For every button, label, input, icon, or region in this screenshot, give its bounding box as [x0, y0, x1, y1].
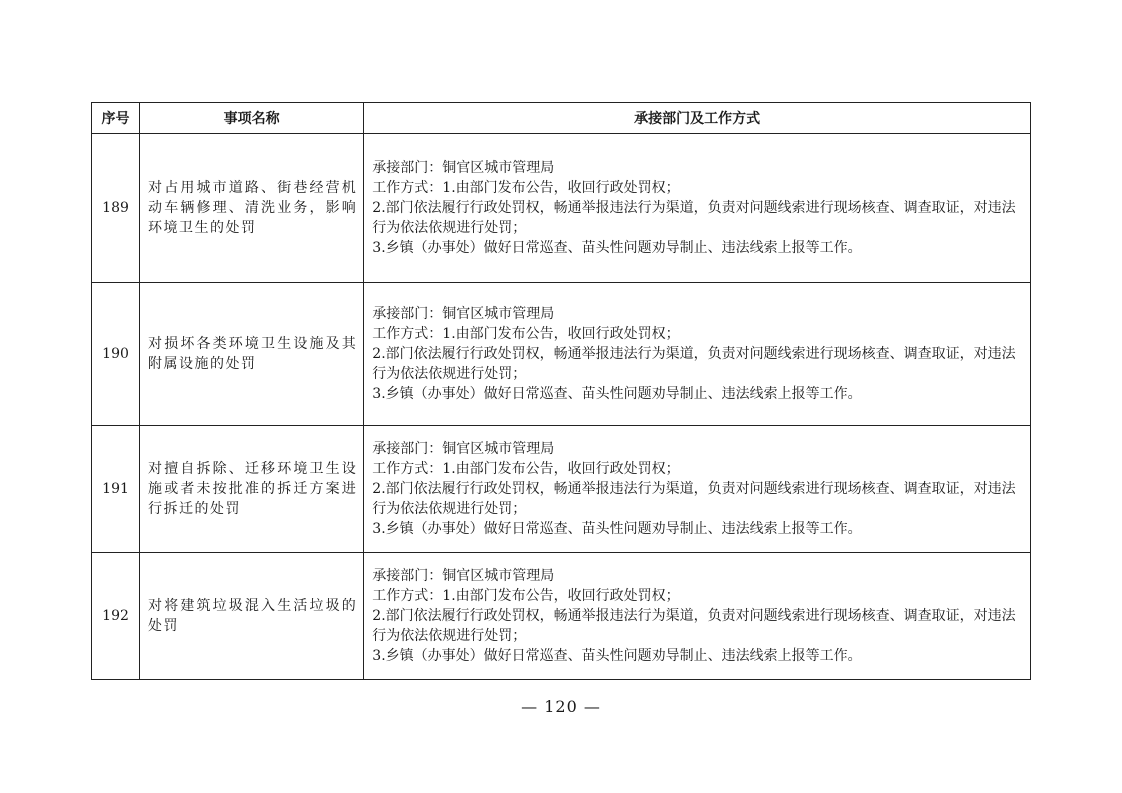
- row-department: 承接部门：铜官区城市管理局: [372, 306, 555, 322]
- row-matter-name: 对将建筑垃圾混入生活垃圾的处罚: [140, 553, 364, 680]
- row-step-2: 2.部门依法履行行政处罚权，畅通举报违法行为渠道，负责对问题线索进行现场核查、调查取证，对违法行为依法依规进行处罚；: [372, 481, 1016, 517]
- row-matter-name: 对占用城市道路、街巷经营机动车辆修理、清洗业务，影响环境卫生的处罚: [140, 134, 364, 283]
- row-step-2: 2.部门依法履行行政处罚权，畅通举报违法行为渠道，负责对问题线索进行现场核查、调查取证，对违法行为依法依规进行处罚；: [372, 200, 1016, 236]
- row-department: 承接部门：铜官区城市管理局: [372, 160, 555, 176]
- row-serial-number: 189: [92, 134, 140, 283]
- matters-table: [91, 102, 1031, 680]
- row-department-and-method: [364, 426, 1031, 553]
- row-step-3: 3.乡镇（办事处）做好日常巡查、苗头性问题劝导制止、违法线索上报等工作。: [372, 521, 862, 537]
- row-step-3: 3.乡镇（办事处）做好日常巡查、苗头性问题劝导制止、违法线索上报等工作。: [372, 648, 862, 664]
- row-matter-name: 对擅自拆除、迁移环境卫生设施或者未按批准的拆迁方案进行拆迁的处罚: [140, 426, 364, 553]
- table-row: [92, 134, 1031, 283]
- table-row: [92, 553, 1031, 680]
- row-department-and-method: [364, 283, 1031, 426]
- table-header-row: [92, 103, 1031, 134]
- row-step-2: 2.部门依法履行行政处罚权，畅通举报违法行为渠道，负责对问题线索进行现场核查、调查取证，对违法行为依法依规进行处罚；: [372, 608, 1016, 644]
- row-matter-name: 对损坏各类环境卫生设施及其附属设施的处罚: [140, 283, 364, 426]
- row-department-and-method: [364, 134, 1031, 283]
- row-work-method: 工作方式：1.由部门发布公告，收回行政处罚权；: [372, 326, 680, 342]
- row-work-method: 工作方式：1.由部门发布公告，收回行政处罚权；: [372, 461, 680, 477]
- row-department: 承接部门：铜官区城市管理局: [372, 568, 555, 584]
- page-number: — 120 —: [521, 697, 601, 716]
- row-work-method: 工作方式：1.由部门发布公告，收回行政处罚权；: [372, 180, 680, 196]
- table-row: [92, 283, 1031, 426]
- row-step-3: 3.乡镇（办事处）做好日常巡查、苗头性问题劝导制止、违法线索上报等工作。: [372, 240, 862, 256]
- row-step-3: 3.乡镇（办事处）做好日常巡查、苗头性问题劝导制止、违法线索上报等工作。: [372, 386, 862, 402]
- header-department-and-method: 承接部门及工作方式: [364, 103, 1031, 134]
- row-work-method: 工作方式：1.由部门发布公告，收回行政处罚权；: [372, 588, 680, 604]
- row-serial-number: 190: [92, 283, 140, 426]
- header-serial-number: 序号: [92, 103, 140, 134]
- row-serial-number: 191: [92, 426, 140, 553]
- row-serial-number: 192: [92, 553, 140, 680]
- row-step-2: 2.部门依法履行行政处罚权，畅通举报违法行为渠道，负责对问题线索进行现场核查、调查取证，对违法行为依法依规进行处罚；: [372, 346, 1016, 382]
- header-matter-name: 事项名称: [140, 103, 364, 134]
- row-department: 承接部门：铜官区城市管理局: [372, 441, 555, 457]
- row-department-and-method: [364, 553, 1031, 680]
- table-row: [92, 426, 1031, 553]
